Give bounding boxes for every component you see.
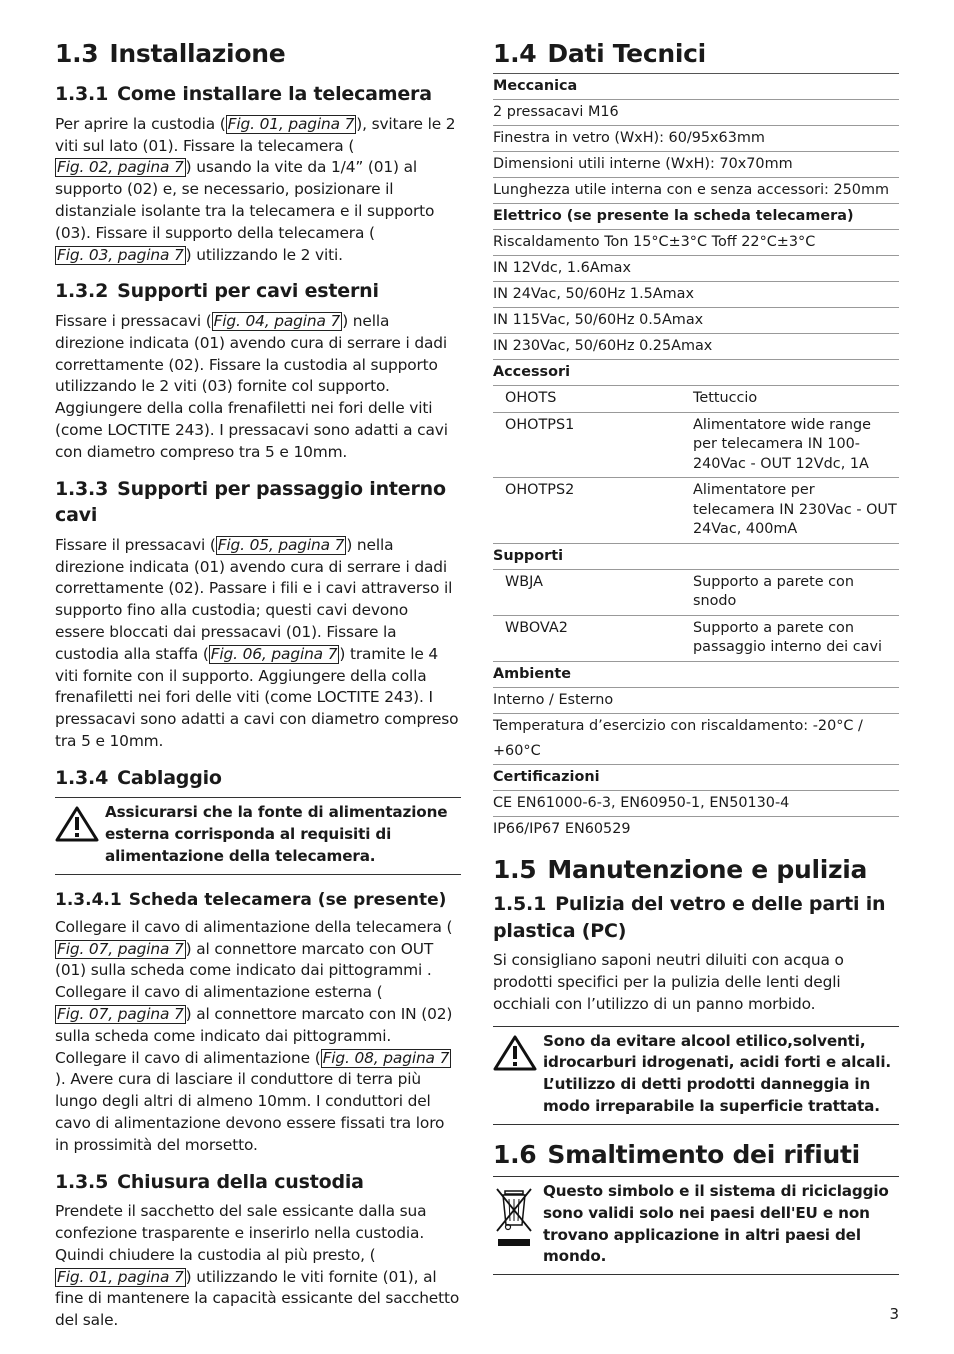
table-row: Dimensioni utili interne (WxH): 70x70mm	[493, 152, 899, 178]
table-row: IN 12Vdc, 1.6Amax	[493, 256, 899, 282]
support-code: WBJA	[493, 569, 693, 615]
tech-data-table	[493, 74, 899, 842]
warning-text: Sono da evitare alcool etilico,solventi, idrocarburi idrogenati, acidi forti e alcali. L’utilizzo di detti prodotti danneggia in modo irreparabile la superficie trattata.	[543, 1031, 891, 1115]
section-1-3-1-heading: 1.3.1 Come installare la telecamera	[55, 83, 432, 106]
warning-box	[55, 797, 461, 874]
figure-link[interactable]: Fig. 04, pagina 7	[213, 312, 341, 331]
figure-link[interactable]: Fig. 08, pagina 7	[322, 1048, 450, 1067]
table-row: IN 24Vac, 50/60Hz 1.5Amax	[493, 282, 899, 308]
table-row: CE EN61000-6-3, EN60950-1, EN50130-4	[493, 790, 899, 816]
support-desc: Supporto a parete con snodo	[693, 569, 899, 615]
table-row: IP66/IP67 EN60529	[493, 820, 631, 837]
figure-link[interactable]: Fig. 06, pagina 7	[210, 644, 338, 663]
page-number: 3	[889, 1305, 899, 1323]
warning-triangle-icon	[55, 802, 105, 846]
accessory-code: OHOTPS2	[493, 478, 693, 544]
right-column	[493, 38, 899, 1281]
table-group-header: Ambiente	[493, 661, 899, 687]
section-1-5-1-text: Si consigliano saponi neutri diluiti con acqua o prodotti specifici per la pulizia delle lenti degli occhiali con l’utilizzo di un panno morbido.	[493, 951, 844, 1013]
section-1-5-1-heading: 1.5.1 Pulizia del vetro e delle parti in plastica (PC)	[493, 893, 886, 942]
weee-crossed-bin-icon	[493, 1181, 543, 1251]
left-column	[55, 38, 461, 1332]
table-row: Finestra in vetro (WxH): 60/95x63mm	[493, 126, 899, 152]
accessory-desc: Alimentatore per telecamera IN 230Vac - OUT 24Vac, 400mA	[693, 478, 899, 544]
table-group-header: Certificazioni	[493, 764, 899, 790]
support-code: WBOVA2	[493, 615, 693, 661]
accessory-desc: Alimentatore wide range per telecamera IN 100-240Vac - OUT 12Vdc, 1A	[693, 412, 899, 478]
table-row: IN 115Vac, 50/60Hz 0.5Amax	[493, 308, 899, 334]
section-1-5-heading: 1.5 Manutenzione e pulizia	[493, 854, 868, 884]
warning-box	[493, 1026, 899, 1125]
table-group-header: Elettrico (se presente la scheda telecamera)	[493, 204, 899, 230]
figure-link[interactable]: Fig. 02, pagina 7	[57, 158, 184, 177]
section-1-3-2-heading: 1.3.2 Supporti per cavi esterni	[55, 280, 379, 303]
section-1-3-5-text: Prendete il sacchetto del sale essicante dalla sua confezione trasparente e inserirlo nella custodia. Quindi chiudere la custodia al più presto, (Fig. 01, pagina 7 ) utilizzando le viti fornite (01), al fine di mantenere la capacità essicante del sacchetto del sale.	[55, 1202, 460, 1330]
accessory-code: OHOTPS1	[493, 412, 693, 478]
section-1-4-heading: 1.4 Dati Tecnici	[493, 39, 706, 68]
figure-link[interactable]: Fig. 07, pagina 7	[57, 1005, 184, 1024]
disposal-note	[493, 1176, 899, 1275]
section-1-3-5-heading: 1.3.5 Chiusura della custodia	[55, 1170, 364, 1193]
figure-link[interactable]: Fig. 01, pagina 7	[227, 114, 355, 133]
table-row: IN 230Vac, 50/60Hz 0.25Amax	[493, 334, 899, 360]
section-1-3-1-text: Per aprire la custodia ( Fig. 01, pagina 7 ), svitare le 2 viti sul lato (01). Fissare la telecamera (Fig. 02, pagina 7 ) usando la vite da 1/4” (01) al supporto (02) e, se necessario, posizionare il distanziale isolante tra la telecamera e il supporto (03). Fissare il supporto della telecamera (Fig. 03, pagina 7 ) utilizzando le 2 viti.	[55, 114, 456, 264]
table-row: Temperatura d’esercizio con riscaldamento: -20°C / +60°C	[493, 713, 899, 764]
section-1-3-4-heading: 1.3.4 Cablaggio	[55, 766, 222, 789]
support-desc: Supporto a parete con passaggio interno dei cavi	[693, 615, 899, 661]
section-1-6-heading: 1.6 Smaltimento dei rifiuti	[493, 1139, 860, 1169]
figure-link[interactable]: Fig. 01, pagina 7	[57, 1267, 184, 1286]
table-group-header: Meccanica	[493, 74, 899, 100]
figure-link[interactable]: Fig. 07, pagina 7	[57, 939, 184, 958]
section-1-3-heading: 1.3 Installazione	[55, 39, 286, 68]
section-1-3-4-1-heading: 1.3.4.1 Scheda telecamera (se presente)	[55, 889, 447, 910]
table-group-header: Accessori	[493, 360, 899, 386]
section-1-3-3-text: Fissare il pressacavi ( Fig. 05, pagina 7 ) nella direzione indicata (01) avendo cura di serrare i dadi correttamente (02). Passare i fili e i cavi attraverso il supporto fino alla custodia; questi cavi devono essere bloccati dai pressacavi (01). Fissare la custodia alla staffa ( Fig. 06, pagina 7 ) tramite le 4 viti fornite con il supporto. Aggiungere della colla frenafiletti nei fori delle viti (come LOCTITE 243). I pressacavi sono adatti a cavi con diametro compreso tra 5 e 10mm.	[55, 535, 459, 750]
figure-link[interactable]: Fig. 03, pagina 7	[57, 245, 184, 264]
section-1-3-3-heading: 1.3.3 Supporti per passaggio interno cavi	[55, 477, 446, 527]
table-row: 2 pressacavi M16	[493, 100, 899, 126]
section-1-3-4-1-text: Collegare il cavo di alimentazione della telecamera (Fig. 07, pagina 7 ) al connettore marcato con OUT (01) sulla scheda come indicato dai pittogrammi . Collegare il cavo di alimentazione esterna (Fig. 07, pagina 7 ) al connettore marcato con IN (02) sulla scheda come indicato dai pittogrammi. Collegare il cavo di alimentazione ( Fig. 08, pagina 7). Avere cura di lasciare il conduttore di terra più lungo degli altri di almeno 10mm. I conduttori del cavo di alimentazione devono essere fissati tra loro in prossimità del morsetto.	[55, 917, 453, 1154]
accessory-desc: Tettuccio	[693, 386, 899, 413]
warning-triangle-icon	[493, 1031, 543, 1075]
table-row: Lunghezza utile interna con e senza accessori: 250mm	[493, 178, 899, 204]
warning-text: Assicurarsi che la fonte di alimentazione esterna corrisponda al requisiti di alimentazione della telecamera.	[105, 803, 448, 865]
figure-link[interactable]: Fig. 05, pagina 7	[217, 535, 345, 554]
accessory-code: OHOTS	[493, 386, 693, 413]
table-row: Interno / Esterno	[493, 687, 899, 713]
table-row: Riscaldamento Ton 15°C±3°C Toff 22°C±3°C	[493, 230, 899, 256]
section-1-3-2-text: Fissare i pressacavi ( Fig. 04, pagina 7 ) nella direzione indicata (01) avendo cura di serrare i dadi correttamente (02). Fissare la custodia al supporto utilizzando le 2 viti (03) fornite col supporto. Aggiungere della colla frenafiletti nei fori delle viti (come LOCTITE 243). I pressacavi sono adatti a cavi con diametro compreso tra 5 e 10mm.	[55, 312, 448, 461]
table-group-header: Supporti	[493, 543, 899, 569]
disposal-text: Questo simbolo e il sistema di riciclaggio sono validi solo nei paesi dell'EU e non trovano applicazione in altri paesi del mondo.	[543, 1182, 889, 1266]
